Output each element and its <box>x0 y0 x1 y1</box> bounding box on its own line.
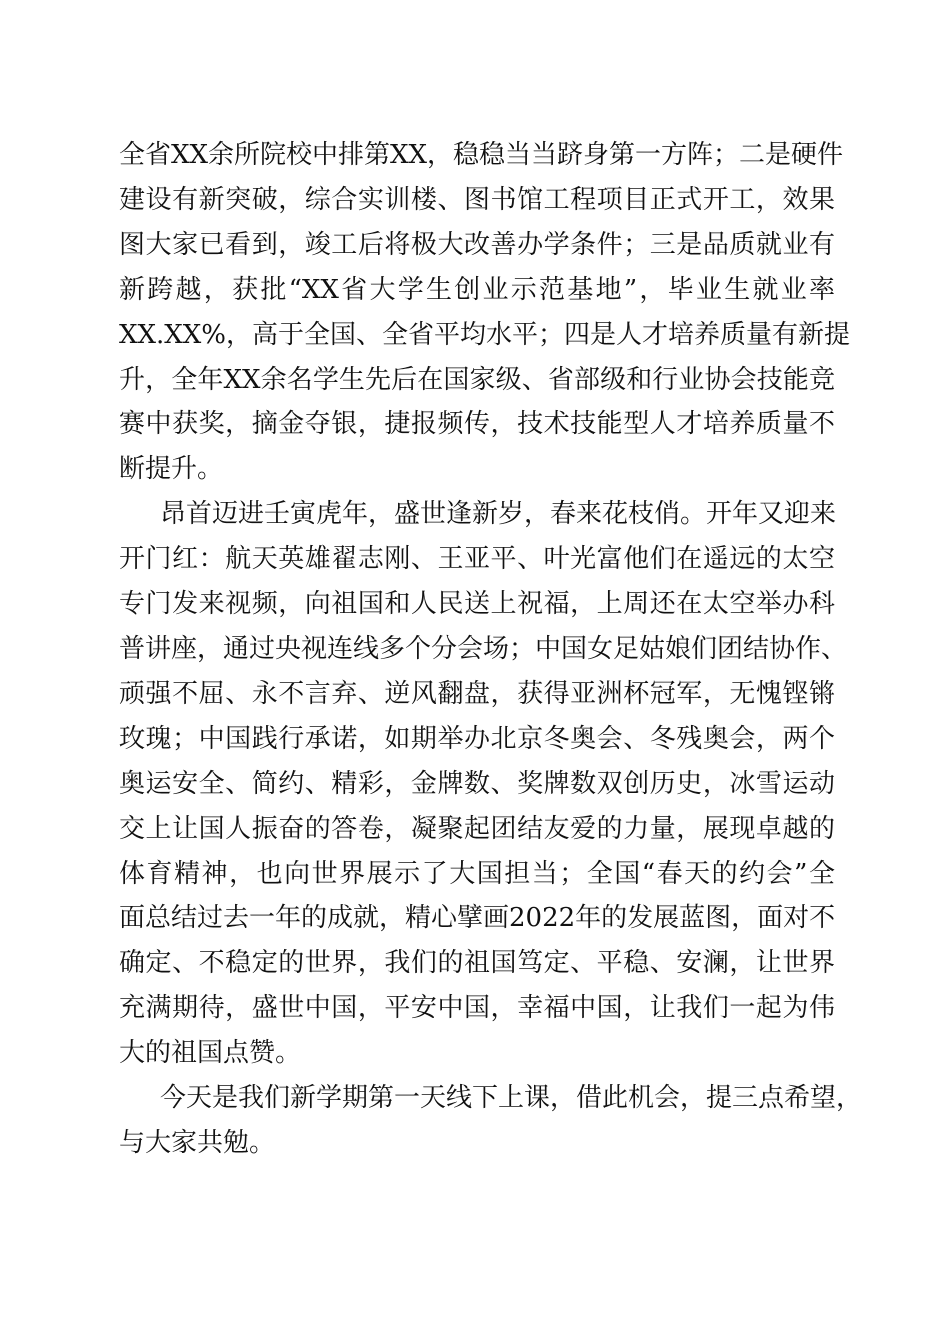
paragraph-line: 大的祖国点赞。 <box>119 1038 302 1068</box>
paragraph-line: 升，全年XX余名学生先后在国家级、省部级和行业协会技能竞 <box>119 365 835 395</box>
paragraph-line: 交上让国人振奋的答卷，凝聚起团结友爱的力量，展现卓越的 <box>119 814 835 844</box>
paragraph-line: 全省XX余所院校中排第XX，稳稳当当跻身第一方阵；二是硬件 <box>119 140 844 170</box>
paragraph-line: XX.XX%，高于全国、全省平均水平；四是人才培养质量有新提 <box>119 320 851 350</box>
paragraph-line: 专门发来视频，向祖国和人民送上祝福，上周还在太空举办科 <box>119 589 835 619</box>
paragraph-line: 新跨越，获批“XX省大学生创业示范基地”，毕业生就业率 <box>119 275 835 305</box>
paragraph-line: 今天是我们新学期第一天线下上课，借此机会，提三点希望， <box>160 1083 863 1113</box>
paragraph-line: 断提升。 <box>119 454 224 484</box>
paragraph-line: 充满期待，盛世中国，平安中国，幸福中国，让我们一起为伟 <box>119 993 835 1023</box>
paragraph-line: 赛中获奖，摘金夺银，捷报频传，技术技能型人才培养质量不 <box>119 409 835 439</box>
paragraph-line: 与大家共勉。 <box>119 1128 276 1158</box>
paragraph-line: 普讲座，通过央视连线多个分会场；中国女足姑娘们团结协作、 <box>119 634 848 664</box>
paragraph-line: 面总结过去一年的成就，精心擘画2022年的发展蓝图，面对不 <box>119 903 836 933</box>
paragraph-line: 玫瑰；中国践行承诺，如期举办北京冬奥会、冬残奥会，两个 <box>119 724 835 754</box>
paragraph-line: 体育精神，也向世界展示了大国担当；全国“春天的约会”全 <box>119 859 835 889</box>
paragraph-line: 确定、不稳定的世界，我们的祖国笃定、平稳、安澜，让世界 <box>119 948 835 978</box>
paragraph-line: 顽强不屈、永不言弃、逆风翻盘，获得亚洲杯冠军，无愧铿锵 <box>119 679 835 709</box>
paragraph-line: 奥运安全、简约、精彩，金牌数、奖牌数双创历史，冰雪运动 <box>119 769 835 799</box>
paragraph-line: 昂首迈进壬寅虎年，盛世逢新岁，春来花枝俏。开年又迎来 <box>160 499 837 529</box>
paragraph-line: 图大家已看到，竣工后将极大改善办学条件；三是品质就业有 <box>119 230 835 260</box>
paragraph-line: 建设有新突破，综合实训楼、图书馆工程项目正式开工，效果 <box>119 185 835 215</box>
paragraph-line: 开门红：航天英雄翟志刚、王亚平、叶光富他们在遥远的太空 <box>119 544 835 574</box>
